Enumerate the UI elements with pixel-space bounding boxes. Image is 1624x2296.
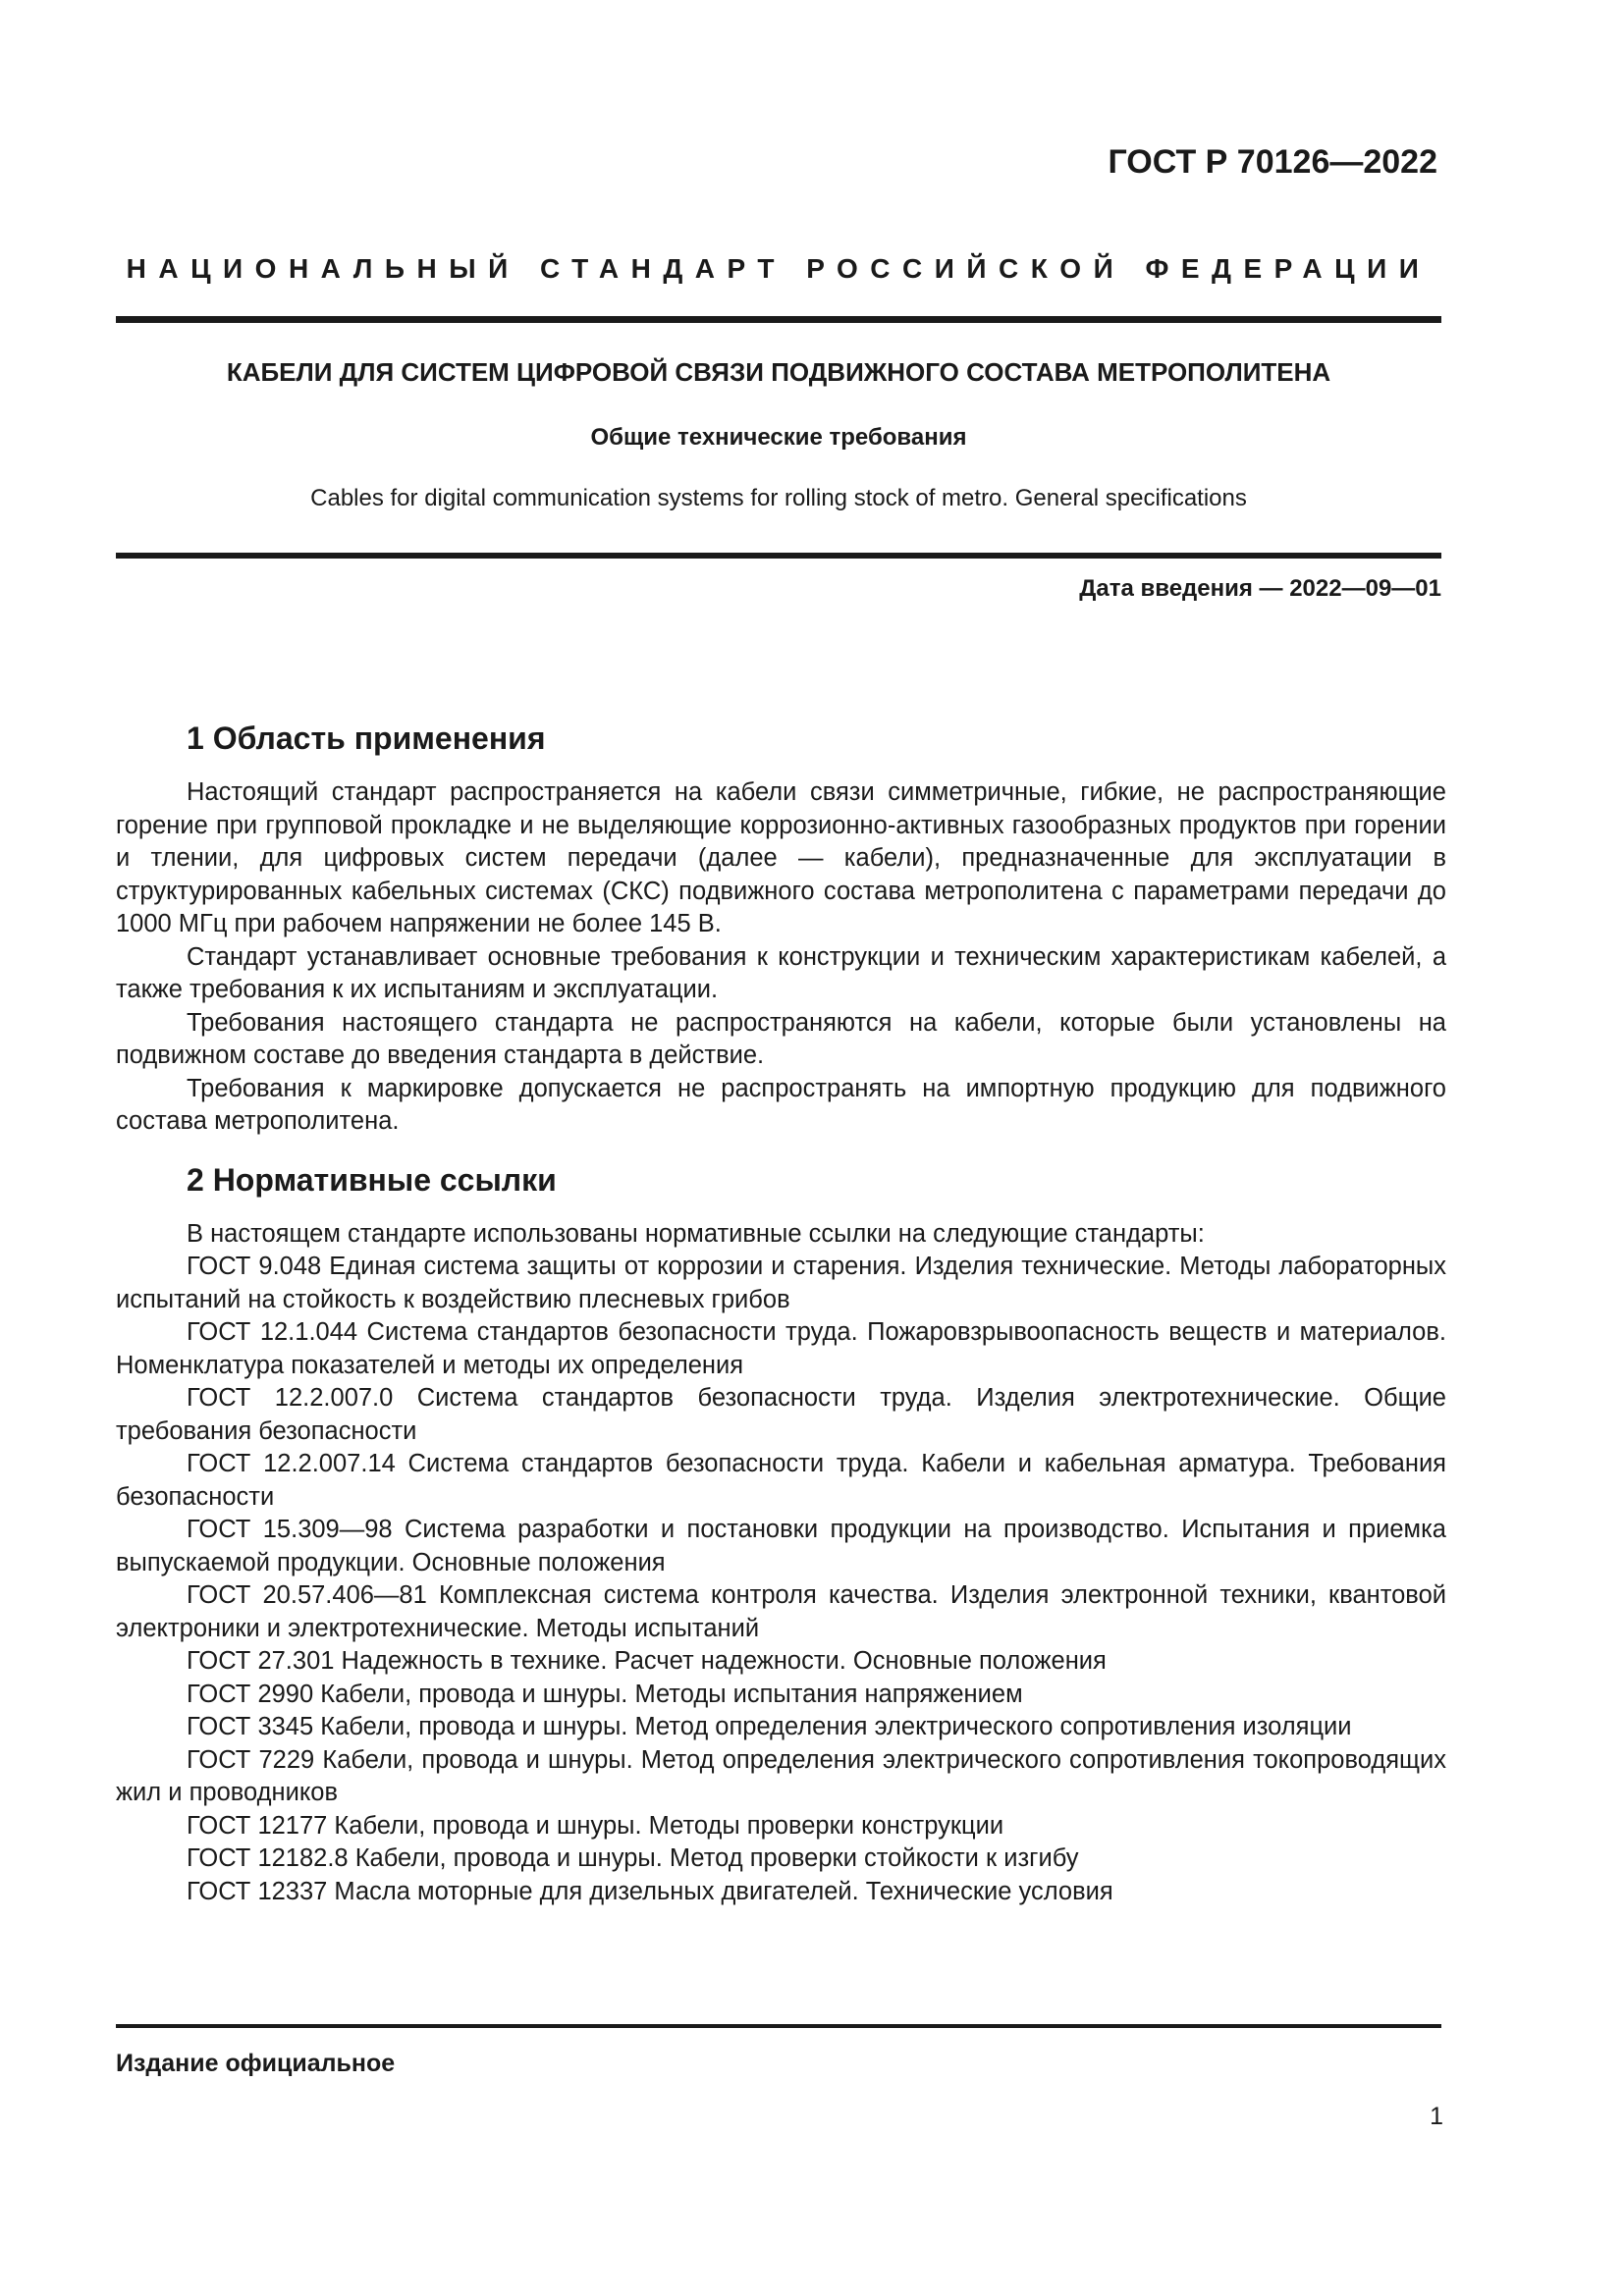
national-standard-banner: НАЦИОНАЛЬНЫЙ СТАНДАРТ РОССИЙСКОЙ ФЕДЕРАЦИИ <box>126 253 1432 284</box>
document-number: ГОСТ Р 70126—2022 <box>1108 143 1437 181</box>
top-divider <box>116 316 1441 323</box>
reference-item: ГОСТ 12182.8 Кабели, провода и шнуры. Метод проверки стойкости к изгибу <box>187 1844 1079 1872</box>
reference-item: ГОСТ 15.309—98 Система разработки и постановки продукции на производство. Испытания и приемка выпускаемой продукции. Основные положения <box>116 1516 1446 1576</box>
reference-item: ГОСТ 12177 Кабели, провода и шнуры. Методы проверки конструкции <box>187 1811 1004 1840</box>
section-scope <box>116 721 1446 1139</box>
paragraph: Требования настоящего стандарта не распространяются на кабели, которые были установлены на подвижном составе до введения стандарта в действие. <box>116 1008 1446 1069</box>
reference-item: ГОСТ 12.1.044 Система стандартов безопасности труда. Пожаровзрывоопасность веществ и материалов. Номенклатура показателей и методы их определения <box>116 1318 1446 1379</box>
english-title: Cables for digital communication systems for rolling stock of metro. General specifications <box>310 485 1247 511</box>
section-heading: 2 Нормативные ссылки <box>187 1161 557 1198</box>
footer-divider <box>116 2024 1441 2028</box>
title-divider <box>116 553 1441 559</box>
section-normative-references <box>116 1162 1446 1909</box>
reference-item: ГОСТ 12337 Масла моторные для дизельных двигателей. Технические условия <box>187 1877 1113 1905</box>
introduction-date: Дата введения — 2022—09—01 <box>1079 575 1441 602</box>
page-number: 1 <box>1430 2103 1443 2130</box>
reference-item: ГОСТ 27.301 Надежность в технике. Расчет надежности. Основные положения <box>187 1647 1107 1675</box>
document-body <box>116 721 1446 1908</box>
reference-item: ГОСТ 12.2.007.0 Система стандартов безопасности труда. Изделия электротехнические. Общие требования безопасности <box>116 1384 1446 1445</box>
reference-item: ГОСТ 12.2.007.14 Система стандартов безопасности труда. Кабели и кабельная арматура. Требования безопасности <box>116 1450 1446 1511</box>
document-subtitle: Общие технические требования <box>590 424 967 451</box>
paragraph: В настоящем стандарте использованы нормативные ссылки на следующие стандарты: <box>187 1219 1205 1248</box>
paragraph: Настоящий стандарт распространяется на кабели связи симметричные, гибкие, не распространяющие горение при групповой прокладке и не выделяющие коррозионно-активных газообразных продуктов при горении и тлении, для цифровых систем передачи (далее — кабели), предназначенные для эксплуатации в структурированных кабельных системах (СКС) подвижного состава метрополитена с параметрами передачи до 1000 МГц при рабочем напряжении не более 145 В. <box>116 778 1446 937</box>
section-heading: 1 Область применения <box>187 721 546 756</box>
official-edition-label: Издание официальное <box>116 2050 396 2077</box>
paragraph: Требования к маркировке допускается не распространять на импортную продукцию для подвижного состава метрополитена. <box>116 1074 1446 1135</box>
reference-item: ГОСТ 3345 Кабели, провода и шнуры. Метод определения электрического сопротивления изоляции <box>187 1713 1352 1740</box>
reference-item: ГОСТ 20.57.406—81 Комплексная система контроля качества. Изделия электронной техники, квантовой электроники и электротехнические. Методы испытаний <box>116 1581 1446 1642</box>
reference-item: ГОСТ 9.048 Единая система защиты от коррозии и старения. Изделия технические. Методы лабораторных испытаний на стойкость к воздействию плесневых грибов <box>116 1253 1446 1313</box>
document-title: КАБЕЛИ ДЛЯ СИСТЕМ ЦИФРОВОЙ СВЯЗИ ПОДВИЖНОГО СОСТАВА МЕТРОПОЛИТЕНА <box>226 357 1331 387</box>
paragraph: Стандарт устанавливает основные требования к конструкции и техническим характеристикам кабелей, а также требования к их испытаниям и эксплуатации. <box>116 942 1446 1003</box>
reference-item: ГОСТ 7229 Кабели, провода и шнуры. Метод определения электрического сопротивления токопроводящих жил и проводников <box>116 1745 1446 1806</box>
reference-item: ГОСТ 2990 Кабели, провода и шнуры. Методы испытания напряжением <box>187 1680 1023 1708</box>
